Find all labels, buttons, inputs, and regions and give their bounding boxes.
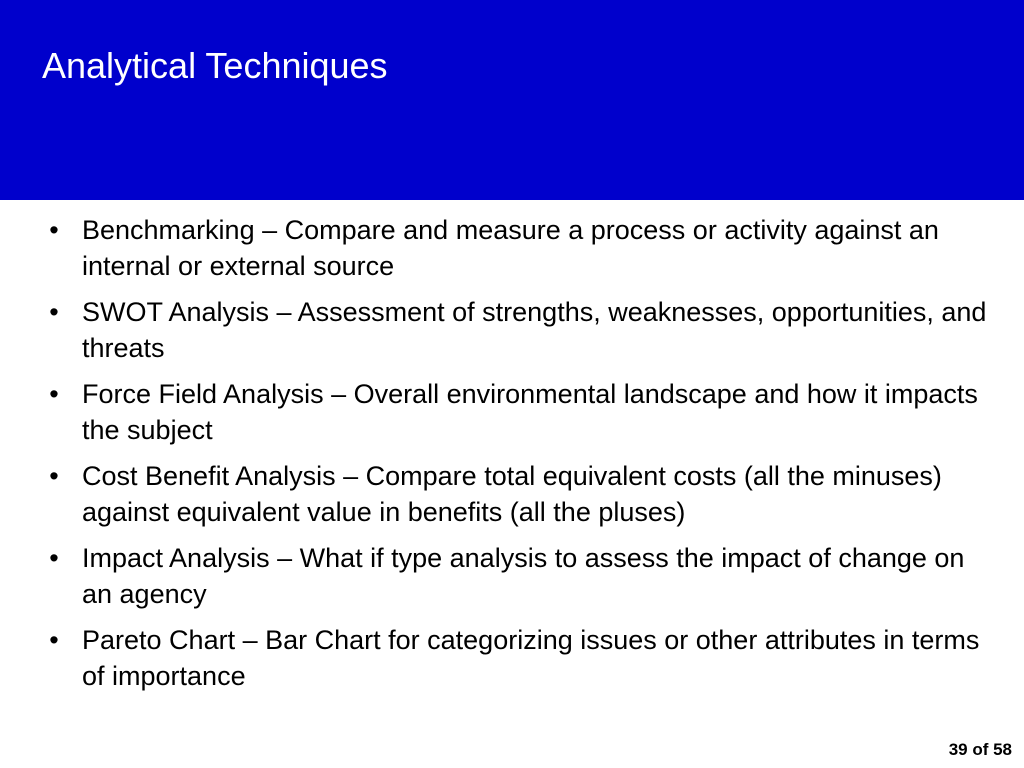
bullet-text: Force Field Analysis – Overall environmental landscape and how it impacts the subject [82, 379, 978, 445]
bullet-list [44, 212, 994, 704]
bullet-item-impact-analysis [44, 540, 994, 612]
bullet-icon: • [49, 297, 59, 327]
bullet-text: Impact Analysis – What if type analysis to assess the impact of change on an agency [82, 543, 965, 609]
bullet-item-pareto-chart [44, 622, 994, 694]
title-bar [0, 0, 1024, 200]
page-number: 39 of 58 [948, 740, 1012, 759]
bullet-text: Benchmarking – Compare and measure a process or activity against an internal or external source [82, 215, 939, 281]
slide-title: Analytical Techniques [42, 45, 388, 86]
bullet-icon: • [49, 625, 59, 655]
bullet-item-swot-analysis [44, 294, 994, 366]
bullet-icon: • [49, 461, 59, 491]
bullet-icon: • [49, 215, 59, 245]
bullet-icon: • [49, 543, 59, 573]
bullet-icon: • [49, 379, 59, 409]
bullet-text: Pareto Chart – Bar Chart for categorizing issues or other attributes in terms of importance [82, 625, 980, 691]
bullet-item-cost-benefit-analysis [44, 458, 994, 530]
bullet-text: SWOT Analysis – Assessment of strengths, weaknesses, opportunities, and threats [82, 297, 987, 363]
bullet-text: Cost Benefit Analysis – Compare total equivalent costs (all the minuses) against equivalent value in benefits (all the pluses) [82, 461, 942, 527]
bullet-item-force-field-analysis [44, 376, 994, 448]
bullet-item-benchmarking [44, 212, 994, 284]
